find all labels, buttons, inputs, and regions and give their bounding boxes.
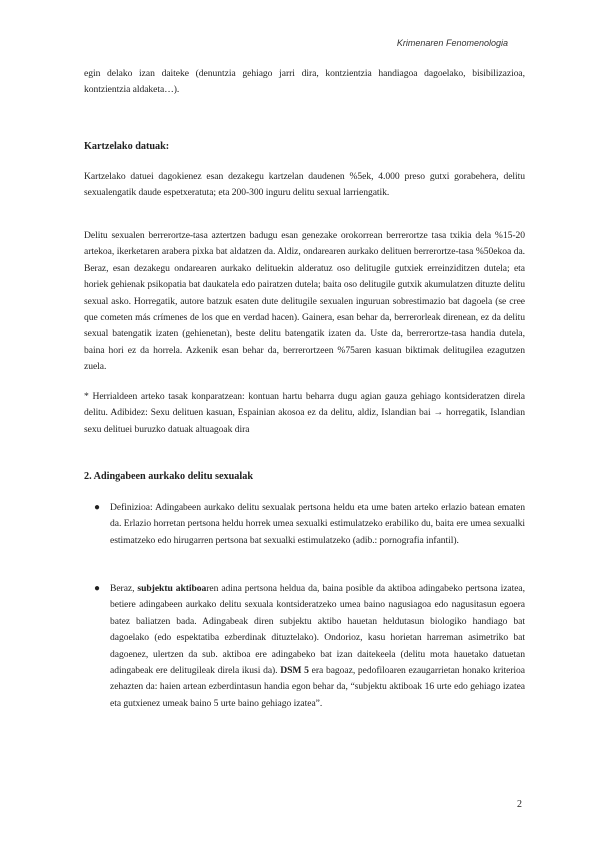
dsm5-term: DSM 5 [280, 665, 309, 677]
kartzela-heading: Kartzelako datuak: [84, 141, 170, 152]
bullet-dot-icon: ● [94, 502, 101, 513]
bullet-dot-icon: ● [94, 583, 101, 594]
kartzela-paragraph-1: Kartzelako datuei dagokienez esan dezakegu kartzelan daudenen %5ek, 4.000 preso gutxi gorabehera, delitu sexualengatik daude espetxeratuta; eta 200-300 inguru delitu sexual larriengatik. [84, 171, 525, 199]
bullet-text-segment: Beraz, [110, 583, 138, 594]
intro-continuation-paragraph: egin delako izan daiteke (denuntzia gehiago jarri dira, kontzientzia handiagoa dagoelako, bisibilizazioa, kontzientzia aldaketa…). [84, 68, 525, 96]
subjektu-aktiboa-term: subjektu aktiboa [137, 583, 207, 594]
bullet-item-active-subject [84, 581, 525, 712]
page-number: 2 [517, 799, 522, 810]
kartzela-paragraph-2: Delitu sexualen berrerortze-tasa aztertzen badugu esan genezake orokorrean berrerortze tasa txikia dela %15-20 artekoa, ikerketaren arabera pixka bat aldatzen da. Aldiz, ondarearen aurkako delituen berrerortze-tasa %50ekoa da. Beraz, esan dezakegu ondarearen aurkako delituekin alderatuz oso delitugile gutxiek erreinziditzen dutela; eta horiek gehienak psikopatia bat daukatela edo pairatzen dutela; baita oso delitugile gutxik akumulatzen dituzte delitu sexual asko. Horregatik, autore batzuk esaten dute delitugile sexualen inguruan sobrestimazio bat dagoela (se cree que cometen más crímenes de los que en verdad hacen). Gainera, esan behar da, berrerorleak direnean, ez da delitu sexual batengatik izaten (gehienetan), beste delitu batengatik izaten da. Uste da, berrerortze-tasa handia dutela, baina hori ez da horrela. Azkenik esan behar da, berrerortzeen %75aren kasuan biktimak delitugilea ezagutzen zuela. [84, 230, 525, 373]
running-header: Krimenaren Fenomenologia [396, 38, 508, 48]
bullet-definition-text: Definizioa: Adingabeen aurkako delitu sexualak pertsona heldu eta ume baten arteko erlazio batean ematen da. Erlazio horretan pertsona heldu horrek umea sexualki estimulatzeko erabiliko du, baita ere umea sexualki estimatzeko edo hirugarren pertsona bat sexualki estimulatzeko (adib.: pornografia infantil). [110, 502, 525, 546]
bullet-text-segment: ren adina pertsona heldua da, baina posible da aktiboa adingabeko pertsona izatea, betiere adingabeen aurkako delitu sexuala kontsideratzeko umea baino nagusiagoa edo nagusitasun egoera batez baliatzen bada. Adingabeak diren subjektu aktibo hauetan heldutasun biologiko handiago bat dagoelako (edo espektatiba ezberdinak dituztelako). Ondorioz, kasu horietan harreman asimetriko bat dagoenez, ulertzen da sub. aktiboa ere adingabeko bat izan daitekeela (delitu mota hauetako datuetan adingabeak ere delitugileak direla ikusi da). [110, 583, 525, 677]
bullet-active-subject-text [110, 581, 525, 712]
kartzela-footnote-paragraph: * Herrialdeen arteko tasak konparatzean: kontuan hartu beharra dugu agian gauza gehiago kontsideratzen direla delitu. Adibidez: Sexu delituen kasuan, Espainian akosoa ez da delitu, aldiz, Islandian bai → horregatik, Islandian sexu delituei buruzko datuak altuagoak dira [84, 391, 525, 435]
bullet-text-segment: era bagoaz, pedofiloaren ezaugarrietan honako kriterioa zehazten da: haien artean ezberdintasun handia egon behar da, “subjektu aktiboak 16 urte edo gehiago izatea eta gutxienez umeak baino 5 urte baino gehiago izatea”. [110, 665, 526, 709]
bullet-item-definition [84, 500, 525, 549]
section-2-heading: 2. Adingabeen aurkako delitu sexualak [84, 471, 253, 482]
